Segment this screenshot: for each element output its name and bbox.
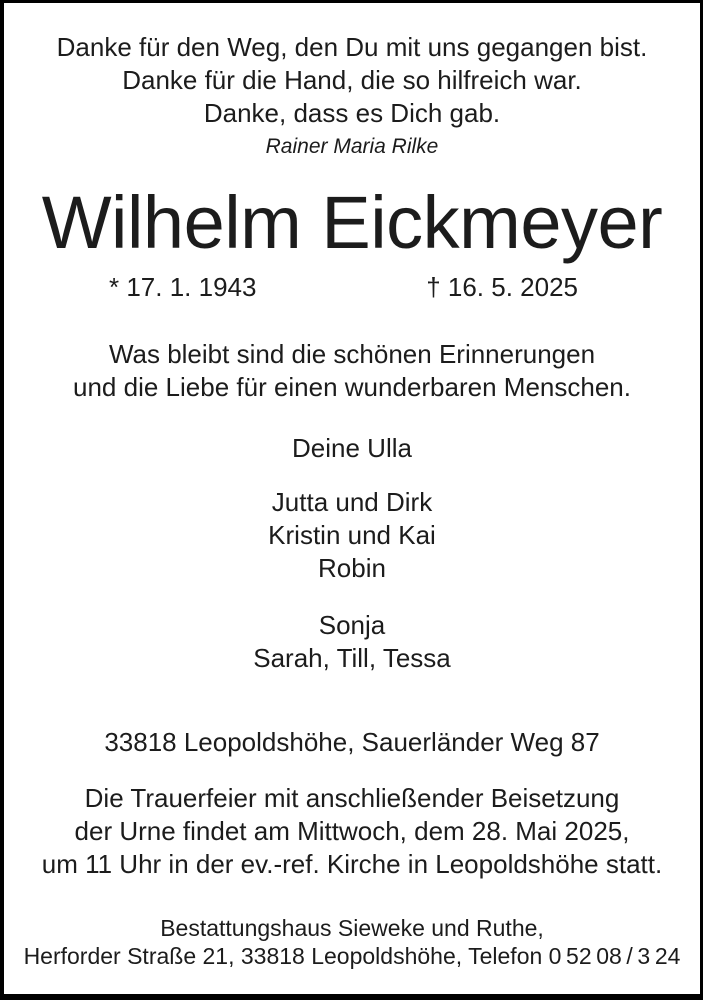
quote-line: Danke für den Weg, den Du mit uns gegangen bist. (56, 32, 648, 62)
deceased-name: Wilhelm Eickmeyer (41, 181, 663, 264)
birth-date: * 17. 1. 1943 (109, 272, 257, 302)
tribute-text (4, 338, 700, 404)
mourner-line: Sonja (318, 610, 386, 640)
quote-line: Danke für die Hand, die so hilfreich war. (122, 65, 582, 95)
tribute-line: und die Liebe für einen wunderbaren Menschen. (73, 372, 631, 402)
service-line: um 11 Uhr in der ev.-ref. Kirche in Leopoldshöhe statt. (41, 849, 663, 879)
mourner-line: Sarah, Till, Tessa (253, 643, 451, 673)
tribute-line: Was bleibt sind die schönen Erinnerungen (108, 339, 596, 369)
mourner-group (4, 609, 700, 675)
family-address: 33818 Leopoldshöhe, Sauerländer Weg 87 (104, 727, 600, 757)
service-line: der Urne findet am Mittwoch, dem 28. Mai 2025, (74, 816, 630, 846)
mourner-group (4, 486, 700, 585)
life-dates (4, 271, 700, 304)
mourner-primary: Deine Ulla (292, 433, 412, 463)
funeral-home-info (4, 914, 700, 970)
death-date: † 16. 5. 2025 (426, 272, 578, 302)
service-line: Die Trauerfeier mit anschließender Beisetzung (84, 783, 620, 813)
funeral-home-line: Herforder Straße 21, 33818 Leopoldshöhe, Telefon 0 52 08 / 3 24 (23, 943, 681, 969)
mourner-line: Robin (318, 553, 386, 583)
mourner-line: Kristin und Kai (268, 520, 436, 550)
quote-line: Danke, dass es Dich gab. (203, 98, 501, 128)
service-announcement (4, 782, 700, 881)
mourner-line: Jutta und Dirk (271, 487, 433, 517)
memorial-quote (4, 31, 700, 130)
funeral-home-line: Bestattungshaus Sieweke und Ruthe, (160, 915, 544, 941)
quote-attribution: Rainer Maria Rilke (265, 135, 439, 158)
